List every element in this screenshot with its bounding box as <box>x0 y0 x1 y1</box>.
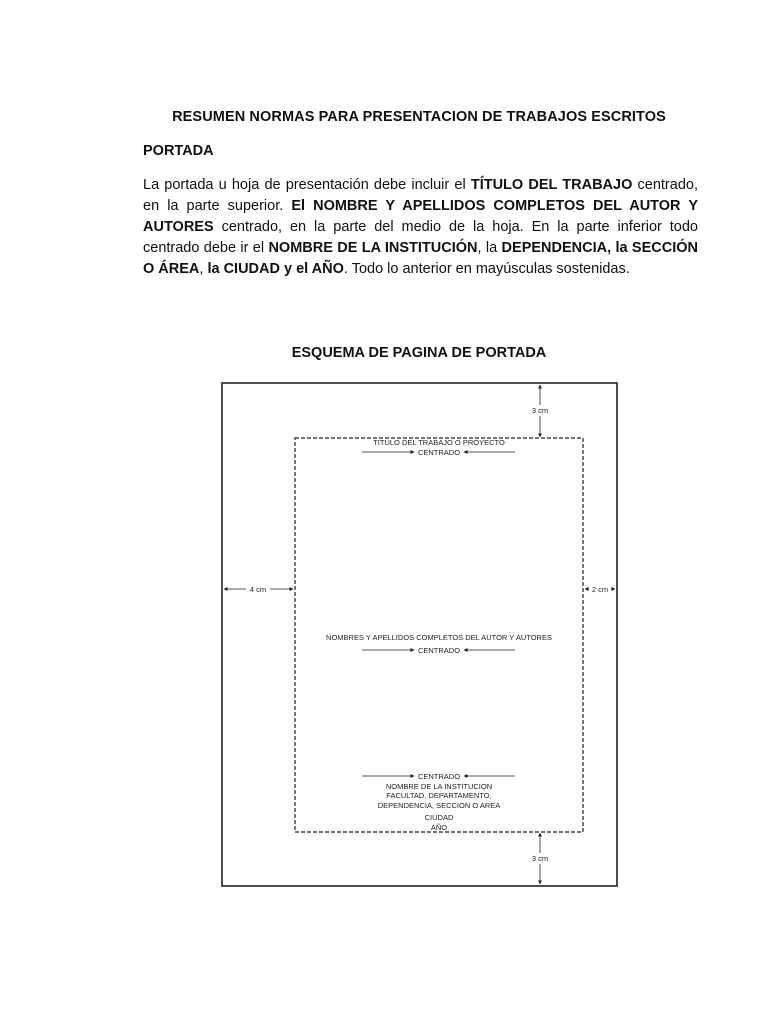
paragraph-bold-run: TÍTULO DEL TRABAJO <box>470 177 633 193</box>
top-margin-label: 3 cm <box>531 406 549 415</box>
paragraph-bold-run: DEPENDENCIA, la SECCIÓN O ÁREA <box>143 240 698 277</box>
paragraph-bold-run: la CIUDAD y el AÑO <box>207 261 344 277</box>
centered-label-top: CENTRADO <box>417 448 461 457</box>
paragraph-run: . Todo lo anterior en mayúsculas sostenidas. <box>343 261 630 277</box>
bottom-line-year: AÑO <box>430 823 448 832</box>
diagram-author-text: NOMBRES Y APELLIDOS COMPLETOS DEL AUTOR Y AUTORES <box>326 633 552 642</box>
paragraph-run: centrado, en la parte del medio de la hoja. En la parte inferior todo centrado debe ir el <box>143 219 698 256</box>
bottom-line-institution: NOMBRE DE LA INSTITUCION <box>385 782 493 791</box>
diagram-title-text: TITULO DEL TRABAJO O PROYECTO <box>373 438 505 447</box>
document-title: RESUMEN NORMAS PARA PRESENTACION DE TRABAJOS ESCRITOS <box>172 109 666 125</box>
right-margin-label: 2 cm <box>591 585 609 594</box>
diagram-title: ESQUEMA DE PAGINA DE PORTADA <box>291 345 547 361</box>
paragraph-run: La portada u hoja de presentación debe incluir el <box>143 177 471 193</box>
bottom-line-city: CIUDAD <box>424 813 454 822</box>
left-margin-label: 4 cm <box>249 585 267 594</box>
section-heading: PORTADA <box>143 143 214 159</box>
centered-label-mid: CENTRADO <box>417 646 461 655</box>
paragraph-bold-run: NOMBRE DE LA INSTITUCIÓN <box>268 240 478 256</box>
paragraph-bold-run: El NOMBRE Y APELLIDOS COMPLETOS DEL AUTOR Y AUTORES <box>143 198 698 235</box>
paragraph-run: , <box>199 261 208 277</box>
paragraph-run: centrado, en la parte superior. <box>143 177 698 214</box>
bottom-line-dependency: DEPENDENCIA, SECCION O AREA <box>377 801 501 810</box>
paragraph-run: , la <box>477 240 502 256</box>
centered-label-bottom: CENTRADO <box>417 772 461 781</box>
bottom-line-faculty: FACULTAD, DEPARTAMENTO, <box>386 791 492 800</box>
bottom-margin-label: 3 cm <box>531 854 549 863</box>
